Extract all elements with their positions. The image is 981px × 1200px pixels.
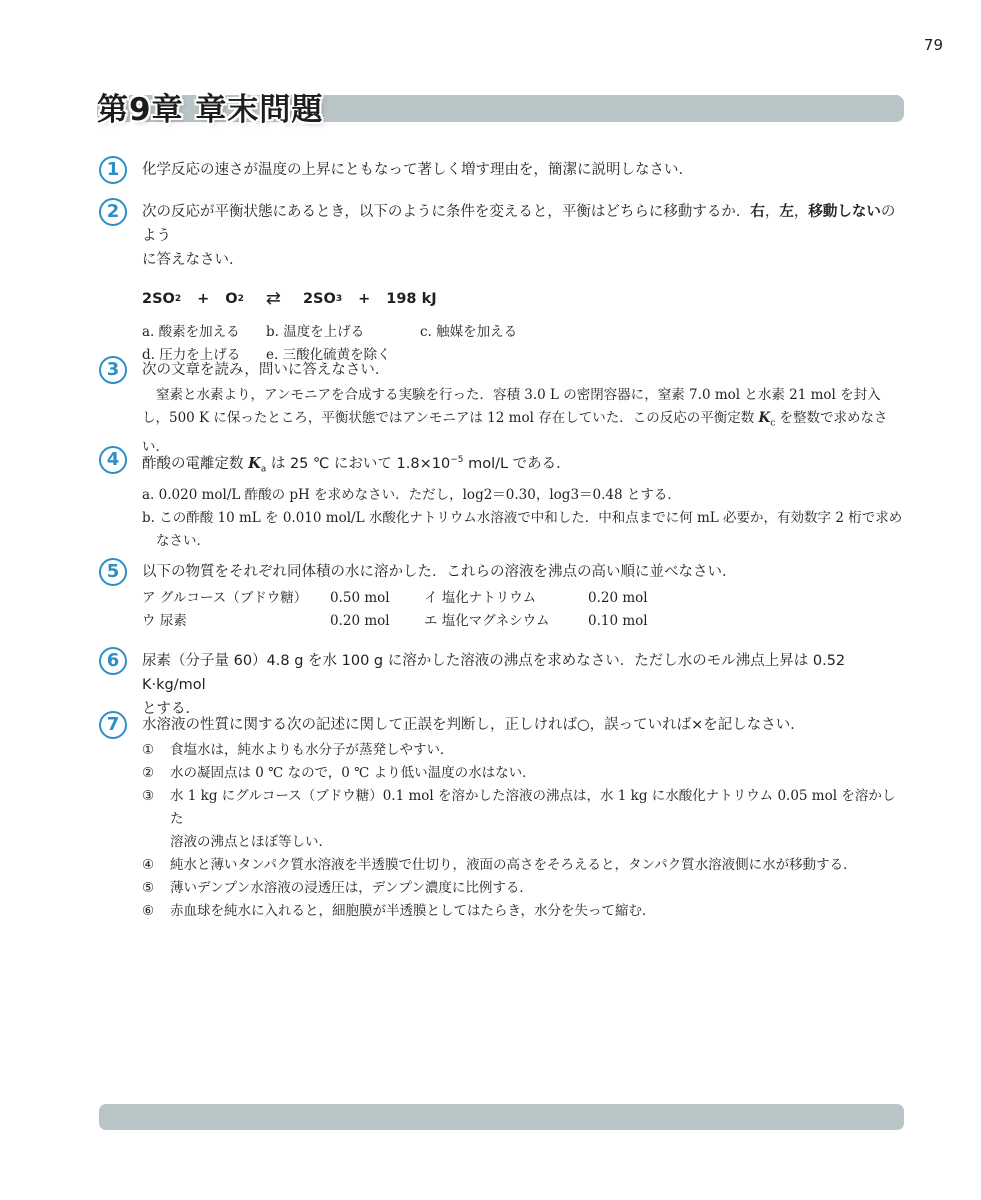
question-text: 以下の物質をそれぞれ同体積の水に溶かした．これらの溶液を沸点の高い順に並べなさい．	[142, 564, 737, 580]
question-2	[99, 198, 905, 367]
question-body: 窒素と水素より，アンモニアを合成する実験を行った．容積 3.0 L の密閉容器に，窒素 7.0 mol と水素 21 mol を封入 し，500 K に保ったところ，平衡状態ではアンモニアは 12 mol 存在していた．この反応の平衡定数 $K_c$ を整数で求めなさい．	[142, 387, 888, 455]
list-item: ① 食塩水は，純水よりも水分子が蒸発しやすい．	[142, 742, 454, 758]
question-3	[99, 356, 905, 459]
list-item: ④ 純水と薄いタンパク質水溶液を半透膜で仕切り，液面の高さをそろえると，タンパク質水溶液側に水が移動する．	[142, 857, 857, 873]
list-item: ⑤ 薄いデンプン水溶液の浸透圧は，デンプン濃度に比例する．	[142, 880, 533, 896]
question-7	[99, 711, 905, 923]
question-6	[99, 647, 905, 721]
question-1	[99, 156, 905, 182]
question-text: 酢酸の電離定数 $K_a$ は 25 ℃ において $1.8\times 10^{-5}$ mol/L である．	[142, 454, 571, 475]
equilibrium-arrow-icon: ⇄	[265, 288, 281, 309]
substance-table: ア グルコース（ブドウ糖） 0.50 mol イ 塩化ナトリウム 0.20 mol ウ 尿素 0.20 mol エ 塩化マグネシウム 0.10 mol	[142, 590, 648, 629]
question-number: 4	[99, 446, 127, 474]
question-number: 6	[99, 647, 127, 675]
question-5	[99, 558, 905, 633]
question-number: 2	[99, 198, 127, 226]
question-number: 3	[99, 356, 127, 384]
question-text: 次の反応が平衡状態にあるとき，以下のように条件を変えると，平衡はどちらに移動するか．右，左，移動しないのよう に答えなさい．	[142, 204, 896, 268]
question-subitems: a. 0.020 mol/L 酢酸の pH を求めなさい．ただし，log2＝0.30，log3＝0.48 とする． b. この酢酸 10 mL を 0.010 mol/L 水酸化ナトリウム水溶液で中和した．中和点までに何 mL 必要か，有効数字 2 桁で求め なさい．	[142, 486, 903, 549]
question-text: 水溶液の性質に関する次の記述に関して正誤を判断し，正しければ○，誤っていれば×を記しなさい．	[142, 717, 805, 733]
page-number: 79	[923, 36, 943, 54]
statement-list	[142, 739, 905, 923]
question-text: 次の文章を読み，問いに答えなさい．	[142, 362, 390, 378]
question-number: 7	[99, 711, 127, 739]
footer-bar	[99, 1104, 904, 1130]
list-item: ⑥ 赤血球を純水に入れると，細胞膜が半透膜としてはたらき，水分を失って縮む．	[142, 903, 656, 919]
condition-options: a. 酸素を加える b. 温度を上げる c. 触媒を加える d. 圧力を上げる e. 三酸化硫黄を除く	[142, 324, 518, 363]
list-item: ② 水の凝固点は 0 ℃ なので，0 ℃ より低い温度の水はない．	[142, 765, 536, 781]
chapter-title: 第9章 章末問題	[97, 92, 324, 128]
reaction-equation: 2SO 2 + O 2 ⇄ 2SO 3 + 198 kJ	[142, 288, 437, 309]
question-4	[99, 446, 905, 553]
list-item: ③ 水 1 kg にグルコース（ブドウ糖）0.1 mol を溶かした溶液の沸点は，水 1 kg に水酸化ナトリウム 0.05 mol を溶かした 溶液の沸点とほぼ等しい．	[142, 788, 896, 850]
question-number: 5	[99, 558, 127, 586]
question-number: 1	[99, 156, 127, 184]
question-text: 化学反応の速さが温度の上昇にともなって著しく増す理由を，簡潔に説明しなさい．	[142, 162, 693, 178]
question-text: 尿素（分子量 60）4.8 g を水 100 g に溶かした溶液の沸点を求めなさい．ただし水のモル沸点上昇は 0.52 K·kg/mol とする．	[142, 653, 846, 717]
